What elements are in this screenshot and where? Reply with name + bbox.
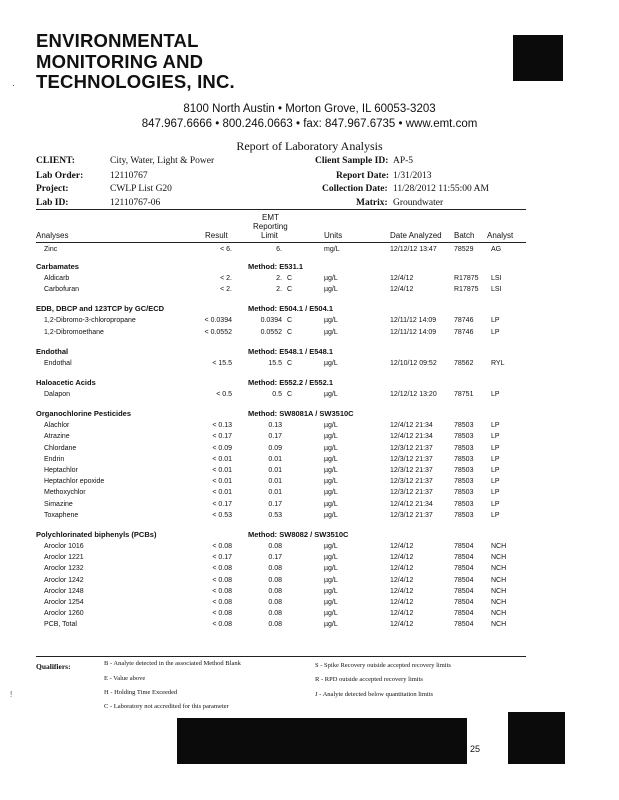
analyte-batch: 78504 bbox=[454, 599, 474, 606]
analyte-date: 12/3/12 21:37 bbox=[390, 511, 433, 519]
analyte-name: Aroclor 1260 bbox=[44, 610, 84, 618]
table-row bbox=[0, 501, 619, 512]
analyte-batch: 78503 bbox=[454, 444, 474, 452]
analyte-date: 12/4/12 21:34 bbox=[390, 422, 433, 430]
analyte-qualifier: C bbox=[287, 286, 293, 294]
qualifier-c: C - Laboratory not accredited for this parameter bbox=[104, 703, 229, 710]
group-title: Carbamates bbox=[36, 262, 79, 271]
analyte-result: < 0.09 bbox=[212, 444, 232, 452]
analyte-date: 12/3/12 21:37 bbox=[390, 478, 433, 486]
analyte-batch: 78562 bbox=[454, 359, 474, 367]
analyte-name: Aroclor 1254 bbox=[44, 599, 84, 606]
analyte-result: < 15.5 bbox=[212, 359, 232, 367]
analyte-reporting-limit: 0.08 bbox=[268, 576, 282, 584]
analyte-batch: 78503 bbox=[454, 478, 474, 486]
header-rule-bottom bbox=[36, 242, 526, 243]
analyte-date: 12/4/12 bbox=[390, 554, 414, 562]
table-row bbox=[0, 543, 619, 554]
analyte-date: 12/11/12 14:09 bbox=[390, 317, 437, 325]
analyte-analyst: LP bbox=[491, 511, 500, 519]
analyte-qualifier: C bbox=[287, 275, 293, 282]
analyte-units: µg/L bbox=[324, 275, 338, 282]
table-row bbox=[0, 433, 619, 444]
analyte-date: 12/3/12 21:37 bbox=[390, 455, 433, 463]
analyte-reporting-limit: 0.01 bbox=[268, 478, 282, 486]
header-rule-top bbox=[36, 209, 526, 210]
analyte-result: < 0.08 bbox=[212, 565, 232, 573]
analyte-units: µg/L bbox=[324, 444, 338, 452]
table-row bbox=[0, 317, 619, 328]
analyte-batch: 78504 bbox=[454, 621, 474, 629]
redaction-box-top bbox=[513, 35, 563, 81]
analyte-result: < 2. bbox=[220, 286, 232, 294]
analyte-units: µg/L bbox=[324, 422, 338, 430]
analyte-reporting-limit: 0.08 bbox=[268, 565, 282, 573]
analyte-batch: 78504 bbox=[454, 587, 474, 595]
collection-date-value: 11/28/2012 11:55:00 AM bbox=[393, 184, 489, 194]
table-row bbox=[0, 478, 619, 489]
analyte-result: < 0.08 bbox=[212, 587, 232, 595]
analyte-analyst: LP bbox=[491, 467, 500, 474]
analyte-result: < 0.0552 bbox=[204, 328, 232, 336]
table-row bbox=[0, 621, 619, 632]
analyte-units: µg/L bbox=[324, 455, 338, 463]
analyte-units: µg/L bbox=[324, 554, 338, 562]
analyte-result: < 0.17 bbox=[212, 433, 232, 441]
analyte-batch: 78504 bbox=[454, 610, 474, 618]
analyte-result: < 0.01 bbox=[212, 455, 232, 463]
qualifier-h: H - Holding Time Exceeded bbox=[104, 689, 178, 696]
analyte-name: Aroclor 1248 bbox=[44, 587, 84, 595]
client-value: City, Water, Light & Power bbox=[110, 156, 215, 166]
analyte-name: Heptachlor bbox=[44, 467, 78, 474]
analyte-units: µg/L bbox=[324, 576, 338, 584]
analyte-reporting-limit: 0.0394 bbox=[260, 317, 282, 325]
analyte-reporting-limit: 2. bbox=[276, 275, 282, 282]
analyte-analyst: LSI bbox=[491, 275, 502, 282]
footer-rule bbox=[36, 656, 526, 657]
analyte-batch: 78503 bbox=[454, 489, 474, 497]
table-row bbox=[0, 565, 619, 576]
analyte-date: 12/4/12 bbox=[390, 587, 414, 595]
table-row bbox=[0, 599, 619, 610]
analyte-name: Atrazine bbox=[44, 433, 70, 441]
analyte-name: Alachlor bbox=[44, 422, 70, 430]
analyte-analyst: NCH bbox=[491, 610, 507, 618]
analyte-batch: 78504 bbox=[454, 565, 474, 573]
table-row bbox=[0, 246, 619, 257]
analyte-reporting-limit: 0.17 bbox=[268, 433, 282, 441]
analyte-name: Aroclor 1221 bbox=[44, 554, 84, 562]
project-value: CWLP List G20 bbox=[110, 184, 172, 194]
analyte-batch: 78504 bbox=[454, 576, 474, 584]
analyte-batch: 78503 bbox=[454, 433, 474, 441]
analyte-batch: R17875 bbox=[454, 286, 479, 294]
analyte-result: < 0.53 bbox=[212, 511, 232, 519]
analyte-name: Simazine bbox=[44, 500, 73, 508]
group-title: Haloacetic Acids bbox=[36, 378, 96, 387]
analyte-reporting-limit: 0.08 bbox=[268, 543, 282, 550]
col-header-date: Date Analyzed bbox=[390, 231, 442, 240]
analyte-reporting-limit: 0.08 bbox=[268, 587, 282, 595]
analyte-units: µg/L bbox=[324, 478, 338, 486]
analyte-analyst: LP bbox=[491, 391, 500, 398]
lab-order-label: Lab Order: bbox=[36, 171, 84, 181]
report-date-label: Report Date: bbox=[336, 171, 390, 181]
analyte-result: < 0.08 bbox=[212, 576, 232, 584]
margin-mark: · bbox=[12, 80, 15, 90]
analyte-batch: 78746 bbox=[454, 328, 474, 336]
table-row bbox=[0, 422, 619, 433]
analyte-qualifier: C bbox=[287, 328, 293, 336]
qualifier-b: B - Analyte detected in the associated Method Blank bbox=[104, 660, 241, 667]
analyte-analyst: LP bbox=[491, 489, 500, 497]
analyte-reporting-limit: 0.08 bbox=[268, 599, 282, 606]
analyte-analyst: AG bbox=[491, 246, 502, 253]
analyte-name: 1,2-Dibromoethane bbox=[44, 328, 104, 336]
lab-id-label: Lab ID: bbox=[36, 198, 69, 208]
analyte-qualifier: C bbox=[287, 391, 293, 398]
analyte-reporting-limit: 6. bbox=[276, 246, 282, 253]
analyte-result: < 0.08 bbox=[212, 543, 232, 550]
table-row bbox=[0, 610, 619, 621]
analyte-name: PCB, Total bbox=[44, 621, 77, 629]
redaction-box-corner bbox=[508, 712, 565, 764]
company-address: 8100 North Austin • Morton Grove, IL 60053-3203 bbox=[183, 103, 436, 115]
analyte-reporting-limit: 15.5 bbox=[268, 359, 282, 367]
group-title: EDB, DBCP and 123TCP by GC/ECD bbox=[36, 304, 165, 314]
table-row bbox=[0, 360, 619, 371]
analyte-name: Aroclor 1232 bbox=[44, 565, 84, 573]
col-header-batch: Batch bbox=[454, 231, 475, 240]
analyte-date: 12/4/12 bbox=[390, 621, 414, 629]
analyte-reporting-limit: 0.09 bbox=[268, 444, 282, 452]
analyte-analyst: NCH bbox=[491, 576, 507, 584]
analyte-batch: 78503 bbox=[454, 500, 474, 508]
analyte-analyst: LP bbox=[491, 433, 500, 441]
table-row bbox=[0, 554, 619, 565]
table-row bbox=[0, 512, 619, 523]
analyte-units: µg/L bbox=[324, 467, 338, 474]
analyte-name: Aroclor 1016 bbox=[44, 543, 84, 550]
analyte-result: < 6. bbox=[220, 246, 232, 253]
analyte-date: 12/4/12 bbox=[390, 565, 414, 573]
page-number: 25 bbox=[470, 744, 481, 754]
analyte-reporting-limit: 0.01 bbox=[268, 467, 282, 474]
analyte-analyst: NCH bbox=[491, 565, 507, 573]
group-method: Method: E504.1 / E504.1 bbox=[248, 304, 334, 314]
company-name-line-2: MONITORING AND bbox=[36, 50, 204, 72]
analyte-result: < 2. bbox=[220, 275, 232, 282]
analyte-name: Aroclor 1242 bbox=[44, 576, 84, 584]
analyte-units: µg/L bbox=[324, 587, 338, 595]
analyte-reporting-limit: 2. bbox=[276, 286, 282, 294]
analyte-batch: 78504 bbox=[454, 543, 474, 550]
analyte-date: 12/11/12 14:09 bbox=[390, 328, 437, 336]
qualifiers-label: Qualifiers: bbox=[36, 662, 71, 671]
analyte-name: Methoxychlor bbox=[44, 489, 86, 497]
lab-order-value: 12110767 bbox=[110, 171, 148, 181]
analyte-result: < 0.13 bbox=[212, 422, 232, 430]
redaction-box-bottom bbox=[177, 718, 467, 764]
analyte-analyst: LP bbox=[491, 500, 500, 508]
table-row bbox=[0, 445, 619, 456]
analyte-analyst: NCH bbox=[491, 587, 507, 595]
analyte-units: µg/L bbox=[324, 610, 338, 618]
group-method: Method: SW8082 / SW3510C bbox=[248, 530, 349, 539]
table-row bbox=[0, 286, 619, 297]
col-header-erl-1: EMT bbox=[262, 213, 279, 222]
analyte-units: µg/L bbox=[324, 489, 338, 497]
analyte-analyst: LP bbox=[491, 478, 500, 486]
analyte-name: Endothal bbox=[44, 359, 72, 367]
analyte-result: < 0.08 bbox=[212, 621, 232, 629]
analyte-analyst: NCH bbox=[491, 599, 507, 606]
analyte-units: µg/L bbox=[324, 621, 338, 629]
analyte-units: mg/L bbox=[324, 246, 340, 253]
analyte-reporting-limit: 0.08 bbox=[268, 621, 282, 629]
matrix-label: Matrix: bbox=[356, 198, 388, 208]
analyte-batch: 78503 bbox=[454, 467, 474, 474]
analyte-qualifier: C bbox=[287, 317, 293, 325]
analyte-units: µg/L bbox=[324, 391, 338, 398]
client-label: CLIENT: bbox=[36, 156, 75, 166]
table-row bbox=[0, 275, 619, 286]
analyte-analyst: LP bbox=[491, 317, 500, 325]
analyte-reporting-limit: 0.0552 bbox=[260, 328, 282, 336]
analyte-units: µg/L bbox=[324, 328, 338, 336]
col-header-result: Result bbox=[205, 231, 228, 240]
analyte-date: 12/4/12 21:34 bbox=[390, 433, 433, 441]
analyte-date: 12/4/12 bbox=[390, 286, 414, 294]
analyte-batch: 78529 bbox=[454, 246, 474, 253]
analyte-reporting-limit: 0.01 bbox=[268, 489, 282, 497]
sample-id-label: Client Sample ID: bbox=[315, 156, 389, 166]
analyte-result: < 0.08 bbox=[212, 610, 232, 618]
col-header-analyses: Analyses bbox=[36, 231, 69, 240]
analyte-date: 12/3/12 21:37 bbox=[390, 444, 433, 452]
analyte-name: Dalapon bbox=[44, 391, 71, 398]
qualifier-s: S - Spike Recovery outside accepted recovery limits bbox=[315, 662, 451, 669]
analyte-result: < 0.01 bbox=[212, 489, 232, 497]
analyte-units: µg/L bbox=[324, 286, 338, 294]
analyte-batch: 78751 bbox=[454, 391, 474, 398]
analyte-reporting-limit: 0.17 bbox=[268, 554, 282, 562]
analyte-reporting-limit: 0.5 bbox=[272, 391, 282, 398]
company-name-line-3: TECHNOLOGIES, INC. bbox=[36, 71, 235, 92]
analyte-reporting-limit: 0.01 bbox=[268, 455, 282, 463]
sample-id-value: AP-5 bbox=[393, 156, 414, 166]
group-method: Method: E531.1 bbox=[248, 262, 304, 271]
analyte-name: Zinc bbox=[44, 246, 58, 253]
analyte-name: Heptachlor epoxide bbox=[44, 478, 105, 486]
analyte-qualifier: C bbox=[287, 359, 293, 367]
col-header-erl-2: Reporting bbox=[253, 222, 288, 231]
group-title: Polychlorinated biphenyls (PCBs) bbox=[36, 530, 157, 539]
company-name bbox=[36, 31, 235, 93]
group-method: Method: E548.1 / E548.1 bbox=[248, 346, 334, 356]
qualifier-e: E - Value above bbox=[104, 675, 146, 682]
analyte-analyst: LSI bbox=[491, 286, 502, 294]
analyte-date: 12/12/12 13:47 bbox=[390, 246, 437, 253]
project-label: Project: bbox=[36, 184, 69, 194]
analyte-date: 12/3/12 21:37 bbox=[390, 489, 433, 497]
analyte-reporting-limit: 0.08 bbox=[268, 610, 282, 618]
col-header-erl-3: Limit bbox=[261, 231, 278, 240]
analyte-units: µg/L bbox=[324, 511, 338, 519]
group-method: Method: SW8081A / SW3510C bbox=[248, 409, 354, 419]
analyte-result: < 0.17 bbox=[212, 500, 232, 508]
group-method: Method: E552.2 / E552.1 bbox=[248, 378, 334, 387]
analyte-name: Toxaphene bbox=[44, 511, 79, 519]
analyte-analyst: NCH bbox=[491, 543, 507, 550]
analyte-analyst: LP bbox=[491, 455, 500, 463]
table-row bbox=[0, 456, 619, 467]
group-title: Endothal bbox=[36, 346, 69, 356]
analyte-batch: 78503 bbox=[454, 422, 474, 430]
matrix-value: Groundwater bbox=[393, 198, 444, 208]
analyte-reporting-limit: 0.13 bbox=[268, 422, 282, 430]
margin-mark: ! bbox=[10, 690, 13, 699]
collection-date-label: Collection Date: bbox=[322, 184, 388, 194]
group-title: Organochlorine Pesticides bbox=[36, 409, 132, 419]
analyte-date: 12/3/12 21:37 bbox=[390, 467, 433, 474]
analyte-batch: 78746 bbox=[454, 317, 474, 325]
analyte-batch: R17875 bbox=[454, 275, 479, 282]
analyte-batch: 78504 bbox=[454, 554, 474, 562]
analyte-result: < 0.17 bbox=[212, 554, 232, 562]
analyte-units: µg/L bbox=[324, 359, 338, 367]
analyte-date: 12/12/12 13:20 bbox=[390, 391, 437, 398]
analyte-analyst: LP bbox=[491, 422, 500, 430]
report-date-value: 1/31/2013 bbox=[393, 171, 432, 181]
table-row bbox=[0, 391, 619, 402]
analyte-reporting-limit: 0.17 bbox=[268, 500, 282, 508]
qualifier-r: R - RPD outside accepted recovery limits bbox=[315, 676, 423, 683]
analyte-units: µg/L bbox=[324, 317, 338, 325]
report-title: Report of Laboratory Analysis bbox=[236, 139, 383, 153]
analyte-analyst: NCH bbox=[491, 554, 507, 562]
analyte-date: 12/10/12 09:52 bbox=[390, 359, 437, 367]
analyte-analyst: LP bbox=[491, 444, 500, 452]
analyte-units: µg/L bbox=[324, 543, 338, 550]
company-name-line-1: ENVIRONMENTAL bbox=[36, 30, 199, 51]
table-row bbox=[0, 588, 619, 599]
analyte-result: < 0.0394 bbox=[204, 317, 232, 325]
analyte-result: < 0.5 bbox=[216, 391, 232, 398]
table-row bbox=[0, 489, 619, 500]
col-header-units: Units bbox=[324, 231, 343, 240]
analyte-units: µg/L bbox=[324, 433, 338, 441]
analyte-analyst: RYL bbox=[491, 359, 505, 367]
analyte-result: < 0.01 bbox=[212, 478, 232, 486]
analyte-date: 12/4/12 bbox=[390, 275, 414, 282]
analyte-result: < 0.01 bbox=[212, 467, 232, 474]
analyte-date: 12/4/12 21:34 bbox=[390, 500, 433, 508]
analyte-date: 12/4/12 bbox=[390, 599, 414, 606]
analyte-analyst: LP bbox=[491, 328, 500, 336]
table-row bbox=[0, 577, 619, 588]
lab-id-value: 12110767-06 bbox=[110, 198, 161, 208]
analyte-units: µg/L bbox=[324, 565, 338, 573]
analyte-name: Carbofuran bbox=[44, 286, 80, 294]
analyte-batch: 78503 bbox=[454, 511, 474, 519]
col-header-analyst: Analyst bbox=[487, 231, 514, 240]
analyte-date: 12/4/12 bbox=[390, 543, 414, 550]
analyte-name: Chlordane bbox=[44, 444, 77, 452]
analyte-result: < 0.08 bbox=[212, 599, 232, 606]
qualifier-j: J - Analyte detected below quantitation limits bbox=[315, 691, 434, 698]
analyte-date: 12/4/12 bbox=[390, 576, 414, 584]
table-row bbox=[0, 329, 619, 340]
analyte-units: µg/L bbox=[324, 500, 338, 508]
analyte-date: 12/4/12 bbox=[390, 610, 414, 618]
analyte-analyst: NCH bbox=[491, 621, 507, 629]
analyte-units: µg/L bbox=[324, 599, 338, 606]
analyte-name: 1,2-Dibromo-3-chloropropane bbox=[44, 317, 136, 325]
analyte-name: Aldicarb bbox=[44, 275, 70, 282]
analyte-name: Endrin bbox=[44, 455, 65, 463]
analyte-batch: 78503 bbox=[454, 455, 474, 463]
analyte-reporting-limit: 0.53 bbox=[268, 511, 282, 519]
company-contact: 847.967.6666 • 800.246.0663 • fax: 847.967.6735 • www.emt.com bbox=[141, 118, 478, 130]
table-row bbox=[0, 467, 619, 478]
